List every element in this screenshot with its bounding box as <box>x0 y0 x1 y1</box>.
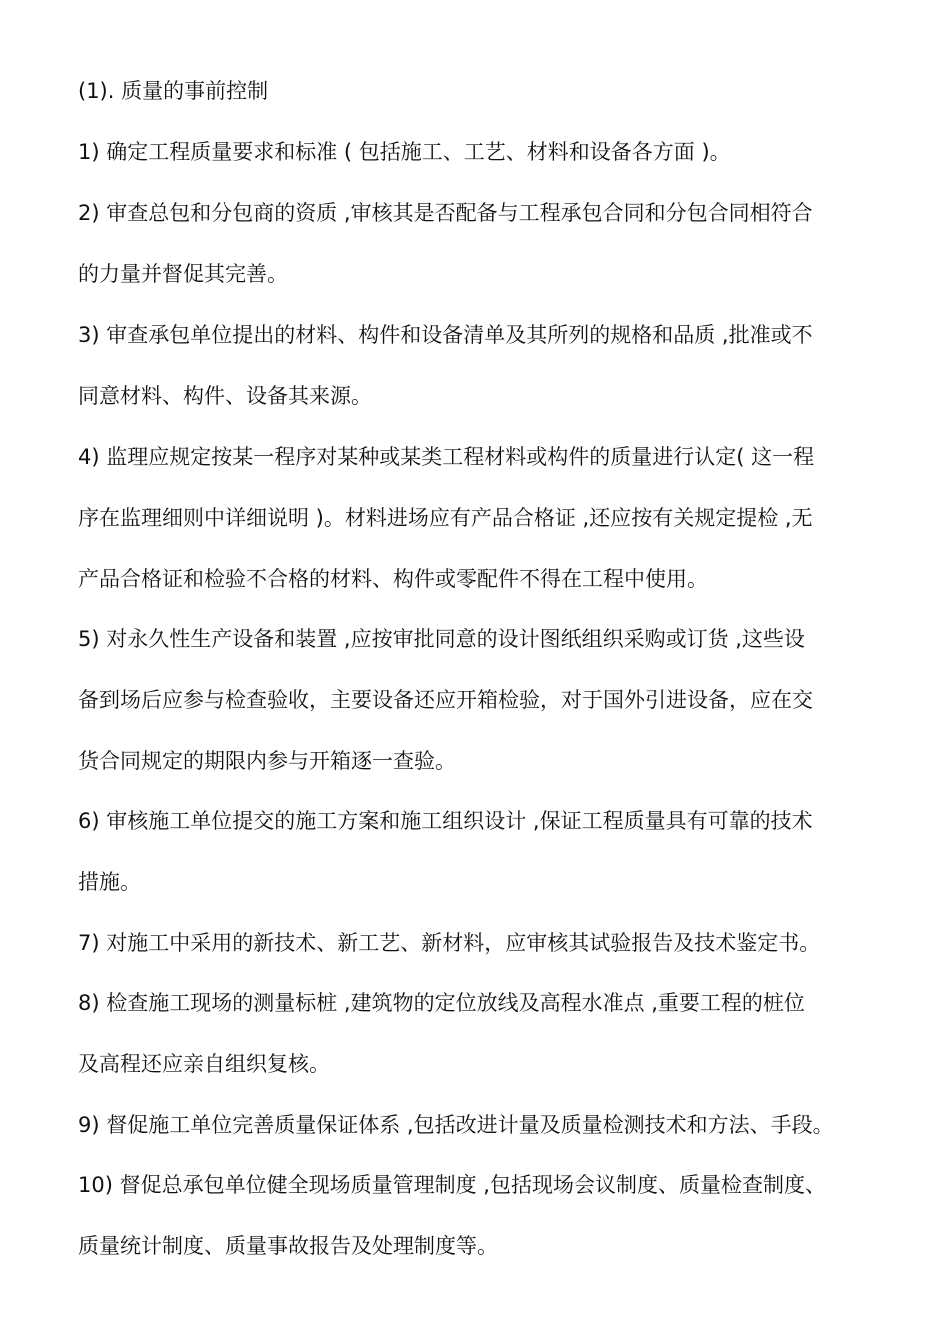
text-line: 6) 审核施工单位提交的施工方案和施工组织设计 ,保证工程质量具有可靠的技术 <box>78 809 813 833</box>
section-heading: (1). 质量的事前控制 <box>78 79 269 103</box>
text-line: 7) 对施工中采用的新技术、新工艺、新材料，应审核其试验报告及技术鉴定书。 <box>78 931 821 955</box>
text-line: 及高程还应亲自组织复核。 <box>78 1052 330 1076</box>
text-line: 序在监理细则中详细说明 )。材料进场应有产品合格证 ,还应按有关规定提检 ,无 <box>78 506 813 530</box>
text-line: 的力量并督促其完善。 <box>78 262 288 286</box>
text-line: 8) 检查施工现场的测量标桩 ,建筑物的定位放线及高程水准点 ,重要工程的桩位 <box>78 991 805 1015</box>
text-line: 产品合格证和检验不合格的材料、构件或零配件不得在工程中使用。 <box>78 567 708 591</box>
text-line: 10) 督促总承包单位健全现场质量管理制度 ,包括现场会议制度、质量检查制度、 <box>78 1173 826 1197</box>
text-line: 1) 确定工程质量要求和标准 ( 包括施工、工艺、材料和设备各方面 )。 <box>78 140 731 164</box>
text-line: 货合同规定的期限内参与开箱逐一查验。 <box>78 749 456 773</box>
text-line: 5) 对永久性生产设备和装置 ,应按审批同意的设计图纸组织采购或订货 ,这些设 <box>78 627 805 651</box>
text-line: 3) 审查承包单位提出的材料、构件和设备清单及其所列的规格和品质 ,批准或不 <box>78 323 813 347</box>
text-line: 9) 督促施工单位完善质量保证体系 ,包括改进计量及质量检测技术和方法、手段。 <box>78 1113 834 1137</box>
text-line: 质量统计制度、质量事故报告及处理制度等。 <box>78 1234 498 1258</box>
text-line: 4) 监理应规定按某一程序对某种或某类工程材料或构件的质量进行认定( 这一程 <box>78 445 815 469</box>
text-line: 同意材料、构件、设备其来源。 <box>78 384 372 408</box>
text-line: 措施。 <box>78 870 141 894</box>
text-line: 备到场后应参与检查验收，主要设备还应开箱检验，对于国外引进设备，应在交 <box>78 688 813 712</box>
text-line: 2) 审查总包和分包商的资质 ,审核其是否配备与工程承包合同和分包合同相符合 <box>78 201 813 225</box>
